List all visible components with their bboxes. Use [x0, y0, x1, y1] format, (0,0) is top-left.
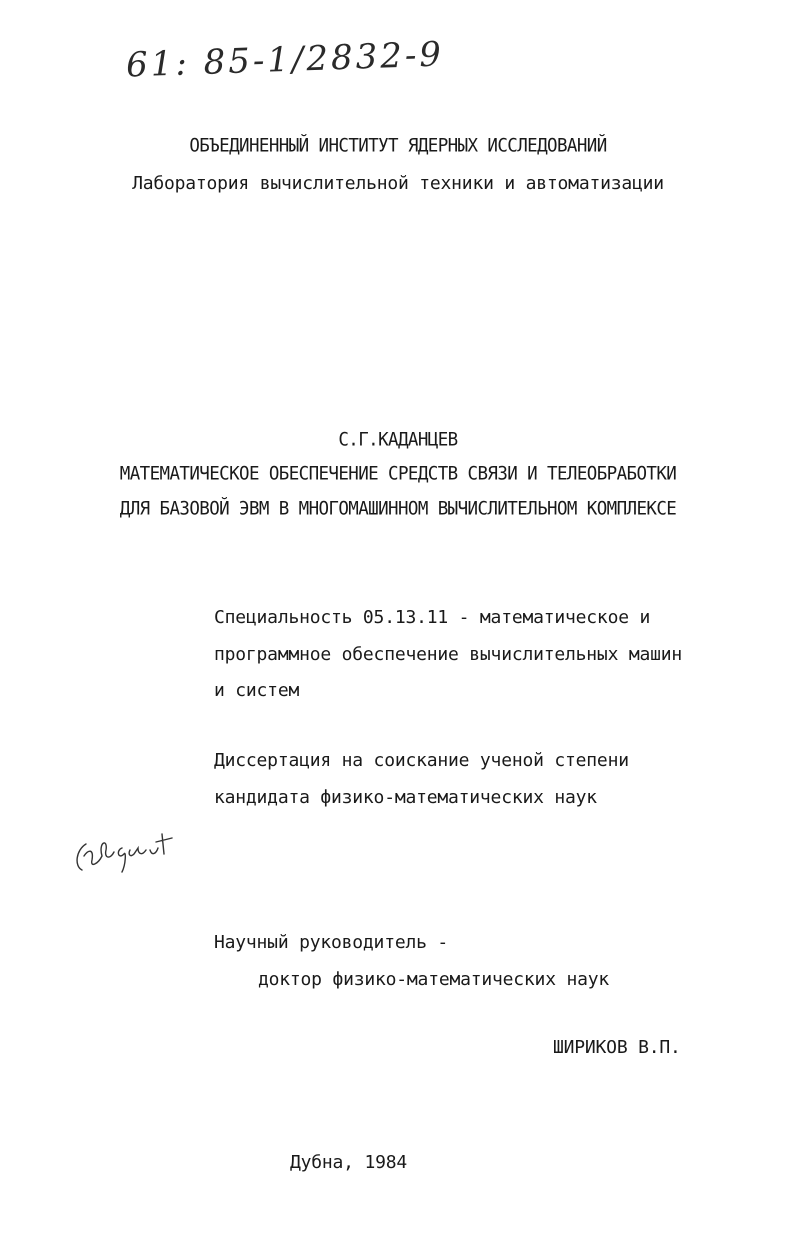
- advisor-degree: доктор физико-математических наук: [258, 969, 610, 990]
- dissertation-line-1: Диссертация на соискание ученой степени: [214, 750, 629, 771]
- handwritten-signature: [68, 820, 198, 880]
- title-line-1: МАТЕМАТИЧЕСКОЕ ОБЕСПЕЧЕНИЕ СРЕДСТВ СВЯЗИ И ТЕЛЕОБРАБОТКИ: [119, 463, 677, 485]
- institution-name: ОБЪЕДИНЕННЫЙ ИНСТИТУТ ЯДЕРНЫХ ИССЛЕДОВАНИЙ: [189, 135, 607, 157]
- specialty-line-2: программное обеспечение вычислительных машин: [214, 644, 683, 665]
- specialty-line-3: и систем: [214, 680, 300, 701]
- author-name: С.Г.КАДАНЦЕВ: [338, 429, 458, 451]
- place-and-year: Дубна, 1984: [290, 1152, 408, 1173]
- dissertation-line-2: кандидата физико-математических наук: [214, 787, 597, 808]
- laboratory-name: Лаборатория вычислительной техники и автоматизации: [132, 173, 664, 194]
- advisor-name: ШИРИКОВ В.П.: [553, 1037, 681, 1058]
- specialty-line-1: Специальность 05.13.11 - математическое и: [214, 607, 651, 628]
- title-line-2: ДЛЯ БАЗОВОЙ ЭВМ В МНОГОМАШИННОМ ВЫЧИСЛИТЕЛЬНОМ КОМПЛЕКСЕ: [119, 498, 677, 520]
- archive-mark: 61: 85-1/2832-9: [125, 34, 445, 86]
- advisor-label: Научный руководитель -: [214, 932, 449, 953]
